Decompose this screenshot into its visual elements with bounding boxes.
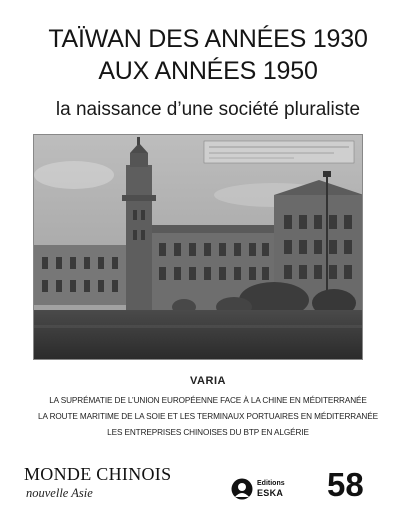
article-title-1: LA SUPRÉMATIE DE L’UNION EUROPÉENNE FACE À LA CHINE EN MÉDITERRANÉE: [49, 396, 367, 405]
section-label: VARIA: [190, 375, 226, 387]
journal-title: MONDE CHINOIS: [24, 464, 172, 484]
cover-title-line-2: AUX ANNÉES 1950: [98, 57, 318, 85]
issue-number: 58: [327, 466, 364, 503]
historic-building-photo: [34, 135, 363, 360]
publisher-label: Editions: [257, 480, 285, 487]
publisher-name: ESKA: [257, 488, 284, 498]
cover-title-line-1: TAÏWAN DES ANNÉES 1930: [48, 25, 368, 53]
cover-subtitle: la naissance d’une société pluraliste: [55, 99, 361, 120]
journal-subtitle: nouvelle Asie: [26, 486, 93, 500]
article-title-3: LES ENTREPRISES CHINOISES DU BTP EN ALGÉRIE: [107, 428, 309, 437]
article-title-2: LA ROUTE MARITIME DE LA SOIE ET LES TERMINAUX PORTUAIRES EN MÉDITERRANÉE: [38, 412, 378, 421]
cover-photo: [33, 134, 363, 360]
publisher-logo-icon: [231, 478, 253, 500]
